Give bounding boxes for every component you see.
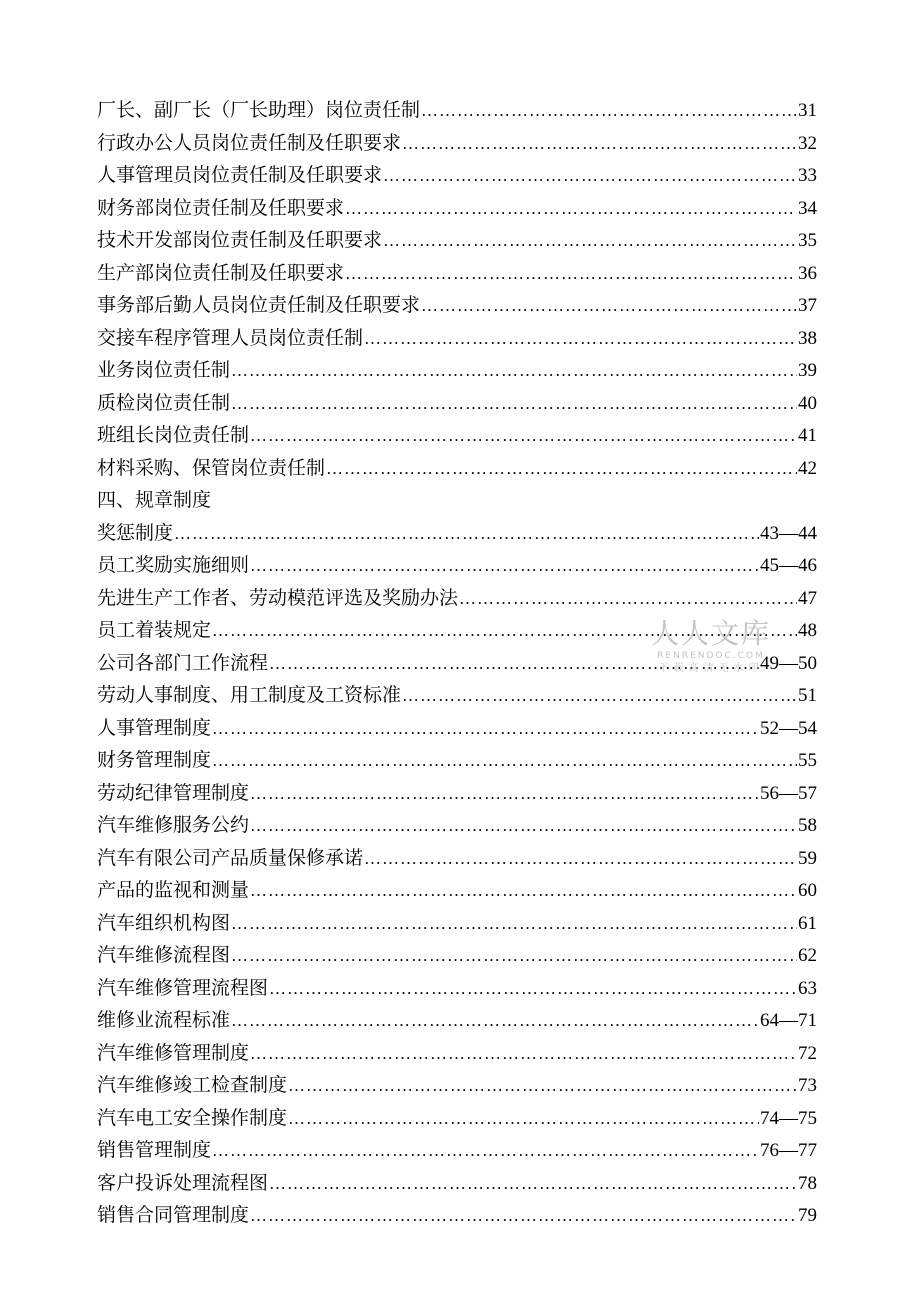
toc-entry-page: 63 (798, 977, 817, 999)
toc-entry-title: 事务部后勤人员岗位责任制及任职要求 (97, 294, 421, 316)
toc-entry-title: 汽车有限公司产品质量保修承诺 (97, 846, 364, 869)
toc-entry (97, 1037, 817, 1070)
toc-entry-page: 55 (798, 750, 817, 771)
toc-leader-dots (174, 518, 759, 551)
toc-entry (97, 452, 817, 485)
toc-leader-dots (212, 1135, 759, 1168)
toc-entry-title: 人事管理员岗位责任制及任职要求 (97, 164, 383, 186)
toc-entry (97, 842, 817, 875)
toc-entry-page: 33 (798, 165, 817, 186)
toc-leader-dots (345, 258, 797, 291)
toc-leader-dots (231, 388, 797, 421)
toc-entry-title: 汽车维修流程图 (97, 944, 231, 966)
toc-leader-dots (231, 940, 797, 973)
toc-entry-title: 人事管理制度 (97, 716, 212, 739)
toc-entry-title: 技术开发部岗位责任制及任职要求 (97, 229, 383, 251)
toc-leader-dots (364, 323, 797, 356)
toc-entry-page: 59 (798, 847, 817, 869)
toc-leader-dots (250, 810, 797, 843)
toc-leader-dots (250, 778, 759, 811)
toc-leader-dots (231, 908, 797, 941)
toc-leader-dots (459, 583, 797, 616)
toc-entry-page: 31 (798, 100, 817, 121)
toc-entry-page: 60 (798, 880, 817, 901)
toc-entry-title: 客户投诉处理流程图 (97, 1171, 269, 1194)
toc-entry-page: 64—71 (760, 1010, 817, 1031)
toc-leader-dots (250, 550, 759, 583)
toc-entry-page: 62 (798, 945, 817, 966)
toc-leader-dots (421, 95, 797, 128)
toc-leader-dots (421, 290, 797, 323)
toc-entry-page: 36 (798, 262, 817, 284)
toc-entry-title: 销售管理制度 (97, 1139, 212, 1161)
toc-entry-title: 销售合同管理制度 (97, 1204, 250, 1226)
toc-entry-title: 公司各部门工作流程 (97, 651, 269, 674)
toc-entry-title: 班组长岗位责任制 (97, 424, 250, 446)
toc-leader-dots (212, 745, 797, 778)
toc-entry-page: 37 (798, 295, 817, 316)
toc-entry (97, 322, 817, 355)
toc-entry (97, 94, 817, 127)
toc-entry (97, 257, 817, 290)
toc-entry-title: 财务管理制度 (97, 749, 212, 771)
toc-entry-page: 48 (798, 620, 817, 641)
toc-entry-page: 52—54 (760, 717, 817, 739)
toc-entry-page: 35 (798, 230, 817, 251)
toc-entry-page: 47 (798, 587, 817, 609)
toc-leader-dots (383, 160, 797, 193)
toc-leader-dots (288, 1103, 759, 1136)
toc-entry-page: 34 (798, 197, 817, 219)
toc-entry (97, 549, 817, 582)
toc-leader-dots (250, 875, 797, 908)
toc-leader-dots (250, 420, 797, 453)
toc-entry-title: 先进生产工作者、劳动模范评选及奖励办法 (97, 586, 459, 609)
toc-entry-page: 49—50 (760, 652, 817, 674)
toc-entry-page: 79 (798, 1205, 817, 1226)
toc-entry (97, 192, 817, 225)
watermark (646, 618, 776, 676)
toc-leader-dots (364, 843, 797, 876)
watermark-title: 人人文库 (650, 617, 771, 650)
toc-entry-page: 42 (798, 457, 817, 479)
toc-entry-page: 51 (798, 685, 817, 706)
toc-leader-dots (345, 193, 797, 226)
toc-entry-title: 维修业流程标准 (97, 1009, 231, 1031)
toc-entry (97, 907, 817, 940)
toc-entry (97, 1199, 817, 1232)
toc-entry-page: 39 (798, 360, 817, 381)
toc-entry-page: 38 (798, 327, 817, 349)
toc-entry (97, 582, 817, 615)
toc-entry-title: 劳动纪律管理制度 (97, 781, 250, 804)
toc-entry-page: 74—75 (760, 1107, 817, 1129)
toc-entry (97, 517, 817, 550)
toc-leader-dots (269, 1168, 797, 1201)
toc-entry-page: 56—57 (760, 782, 817, 804)
toc-leader-dots (250, 1200, 797, 1233)
toc-leader-dots (250, 1038, 797, 1071)
toc-entry (97, 127, 817, 160)
toc-leader-dots (212, 713, 759, 746)
toc-entry-title: 四、规章制度 (97, 489, 212, 511)
toc-entry (97, 1167, 817, 1200)
toc-entry-title: 汽车维修管理制度 (97, 1041, 250, 1064)
toc-entry-page: 76—77 (760, 1140, 817, 1161)
toc-entry-title: 财务部岗位责任制及任职要求 (97, 196, 345, 219)
toc-entry-title: 产品的监视和测量 (97, 879, 250, 901)
toc-entry (97, 224, 817, 257)
toc-leader-dots (326, 453, 797, 486)
toc-entry-title: 汽车维修竣工检查制度 (97, 1074, 288, 1096)
toc-leader-dots (402, 680, 797, 713)
toc-entry (97, 387, 817, 420)
toc-entry-title: 行政办公人员岗位责任制及任职要求 (97, 131, 402, 154)
toc-entry-page: 41 (798, 425, 817, 446)
toc-entry-page: 72 (798, 1042, 817, 1064)
toc-entry (97, 972, 817, 1005)
toc-leader-dots (288, 1070, 797, 1103)
toc-leader-dots (231, 1005, 759, 1038)
toc-entry (97, 679, 817, 712)
toc-entry-page: 32 (798, 132, 817, 154)
watermark-subtitle: 下载高清无水印 (658, 663, 764, 674)
toc-entry-title: 汽车维修管理流程图 (97, 976, 269, 999)
toc-entry (97, 874, 817, 907)
toc-entry-title: 材料采购、保管岗位责任制 (97, 456, 326, 479)
toc-entry (97, 159, 817, 192)
toc-entry (97, 744, 817, 777)
toc-entry-title: 员工奖励实施细则 (97, 554, 250, 576)
toc-leader-dots (383, 225, 797, 258)
toc-entry (97, 712, 817, 745)
toc-entry (97, 1004, 817, 1037)
toc-entry-title: 交接车程序管理人员岗位责任制 (97, 326, 364, 349)
toc-leader-dots (402, 128, 797, 161)
toc-entry-title: 奖惩制度 (97, 521, 174, 544)
toc-entry (97, 1134, 817, 1167)
toc-leader-dots (231, 355, 797, 388)
toc-entry-page: 58 (798, 815, 817, 836)
toc-entry (97, 809, 817, 842)
toc-entry (97, 289, 817, 322)
toc-entry (97, 354, 817, 387)
toc-entry-title: 厂长、副厂长（厂长助理）岗位责任制 (97, 99, 421, 121)
toc-entry (97, 939, 817, 972)
toc-entry-page: 78 (798, 1172, 817, 1194)
watermark-latin: RENRENDOC.COM (657, 651, 765, 661)
toc-entry-title: 汽车组织机构图 (97, 911, 231, 934)
toc-section-heading (97, 484, 817, 517)
toc-entry-page: 45—46 (760, 555, 817, 576)
toc-entry-title: 汽车维修服务公约 (97, 814, 250, 836)
toc-entry-title: 员工着装规定 (97, 619, 212, 641)
toc-entry (97, 1069, 817, 1102)
toc-entry-title: 生产部岗位责任制及任职要求 (97, 261, 345, 284)
toc-entry-page: 73 (798, 1075, 817, 1096)
toc-entry-page: 40 (798, 392, 817, 414)
toc-entry-page: 43—44 (760, 522, 817, 544)
toc-entry-title: 劳动人事制度、用工制度及工资标准 (97, 684, 402, 706)
toc-leader-dots (269, 973, 797, 1006)
toc-entry-title: 业务岗位责任制 (97, 359, 231, 381)
toc-entry-title: 汽车电工安全操作制度 (97, 1106, 288, 1129)
toc-entry (97, 1102, 817, 1135)
toc-entry (97, 777, 817, 810)
toc-entry (97, 419, 817, 452)
toc-entry-title: 质检岗位责任制 (97, 391, 231, 414)
toc-entry-page: 61 (798, 912, 817, 934)
